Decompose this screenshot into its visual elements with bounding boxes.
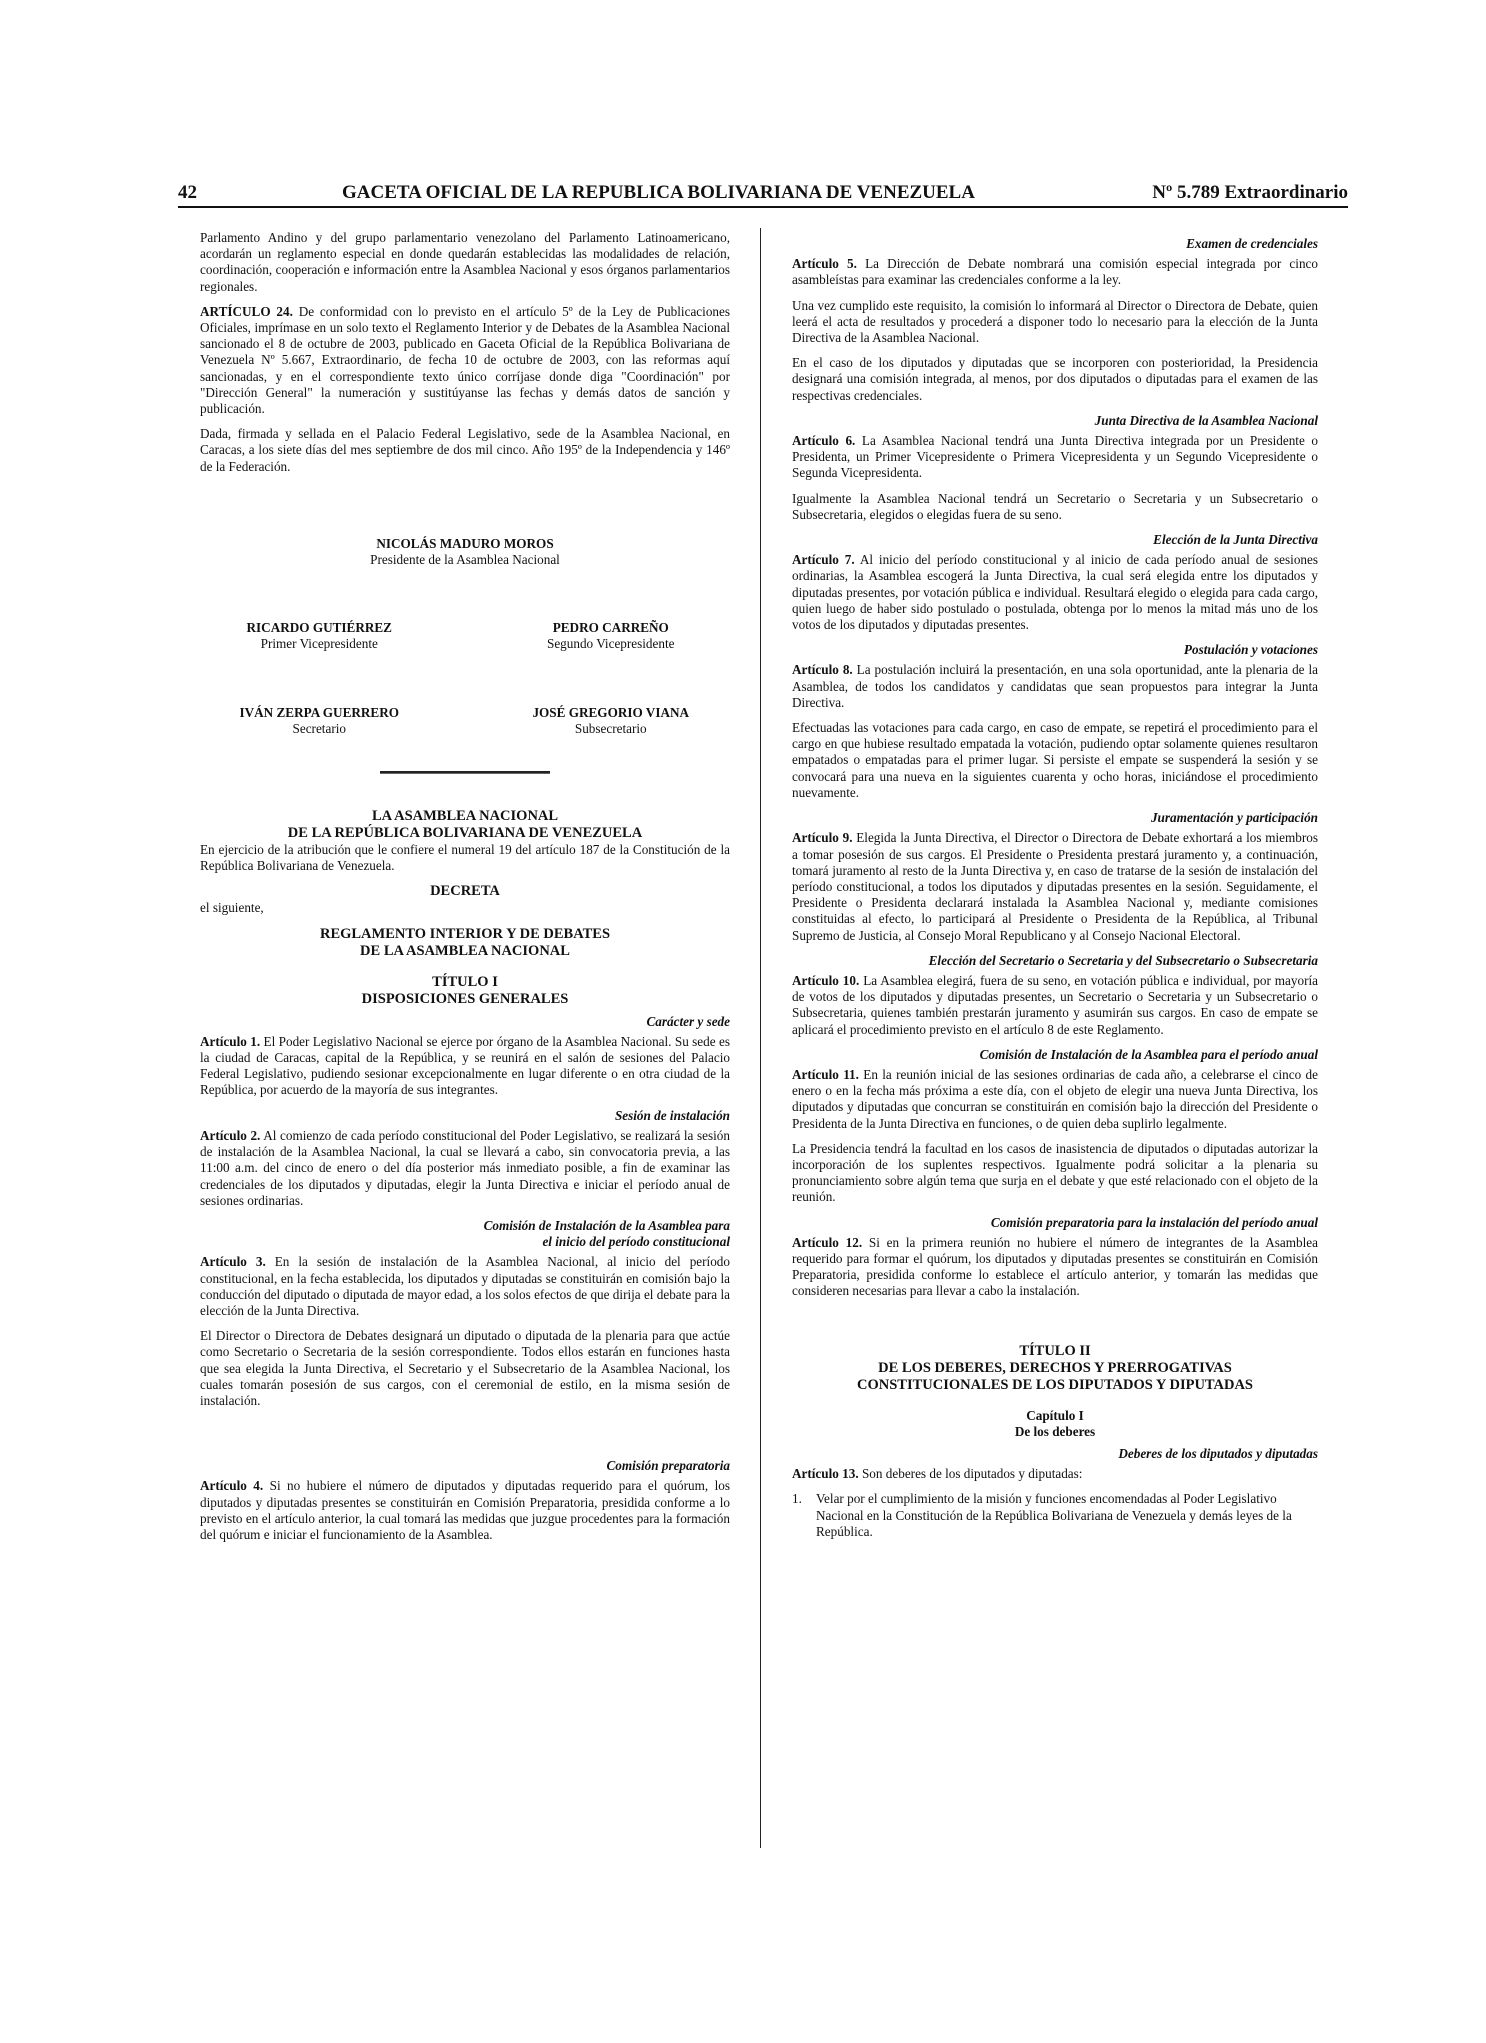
asamblea-heading: [200, 808, 730, 842]
article-label: Artículo 8.: [792, 662, 853, 678]
article-label: Artículo 12.: [792, 1234, 863, 1250]
page-number: 42: [178, 182, 197, 203]
page-header: [178, 182, 1348, 208]
article-label: Artículo 13.: [792, 1466, 859, 1482]
signer-name: PEDRO CARREÑO: [552, 620, 669, 636]
article-label: Artículo 7.: [792, 552, 855, 568]
section-eleccion-secretario: Elección del Secretario o Secretaria y del Subsecretario o Subsecretaria: [928, 952, 1318, 968]
article-2: [200, 1128, 730, 1209]
heading-line: CONSTITUCIONALES DE LOS DIPUTADOS Y DIPUTADAS: [856, 1376, 1253, 1393]
signer-role: Presidente de la Asamblea Nacional: [370, 552, 560, 568]
heading-line: DE LOS DEBERES, DERECHOS Y PRERROGATIVAS: [878, 1359, 1232, 1376]
signer-role: Subsecretario: [574, 720, 647, 736]
signature-vp2: [492, 620, 731, 652]
article-text: En la sesión de instalación de la Asamblea Nacional, al inicio del período constitucional, en la fecha establecida, los diputados y diputadas se constituirán en comisión bajo la conducción del diputado o diputada de mayor edad, a los solos efectos de que dirija el debate para la elección de la Junta Directiva.: [200, 1254, 730, 1318]
article-text: La postulación incluirá la presentación, en una sola oportunidad, ante la plenaria de la Asamblea, de todos los candidatos y candidatas que sean propuestos para integrar la Junta Directiva.: [792, 662, 1318, 710]
heading-line: TÍTULO I: [432, 973, 498, 990]
signer-name: JOSÉ GREGORIO VIANA: [532, 704, 690, 720]
signer-role: Segundo Vicepresidente: [546, 636, 675, 652]
article-text: Son deberes de los diputados y diputadas:: [858, 1466, 1083, 1482]
section-comision-preparatoria: Comisión preparatoria: [606, 1458, 730, 1474]
article-13: [792, 1466, 1318, 1482]
section-comision-instalacion: [200, 1218, 730, 1250]
right-column: [792, 230, 1318, 1549]
signature-vp1: [200, 620, 439, 652]
signer-name: RICARDO GUTIÉRREZ: [246, 620, 392, 636]
article-text: Si en la primera reunión no hubiere el número de integrantes de la Asamblea requerido para formar el quórum, los diputados y diputadas presentes se constituirán en Comisión Preparatoria, presidida conforme lo establece el artículo anterior, y tomarán las medidas que consideren necesarias para llevar a cabo la instalación.: [792, 1234, 1318, 1299]
article-5-paragraph-3: En el caso de los diputados y diputadas que se incorporen con posterioridad, la Presidencia designará una comisión integrada, al menos, por dos diputados o diputadas para el examen de las respectivas credenciales.: [792, 355, 1318, 403]
article-12: [792, 1235, 1318, 1300]
article-text: La Asamblea elegirá, fuera de su seno, en votación pública e individual, por mayoría de votos de los diputados y diputadas presentes, un Secretario o Secretaria y un Subsecretario o Subsecretaria, quienes también prestarán juramento y asumirán sus cargos. En caso de empate se aplicará el procedimiento previsto en el artículo 8 de este Reglamento.: [792, 972, 1318, 1037]
article-3: [200, 1254, 730, 1319]
section-examen-credenciales: Examen de credenciales: [1186, 236, 1318, 251]
signer-name: NICOLÁS MADURO MOROS: [376, 535, 554, 551]
section-comision-periodo-anual: Comisión de Instalación de la Asamblea para el período anual: [979, 1046, 1318, 1062]
article-label: Artículo 3.: [200, 1254, 266, 1270]
reglamento-title: [200, 926, 730, 960]
article-label: Artículo 10.: [792, 972, 860, 988]
article-11: [792, 1067, 1318, 1132]
section-eleccion-junta: Elección de la Junta Directiva: [1153, 532, 1318, 548]
section-juramentacion: Juramentación y participación: [1150, 810, 1318, 826]
article-label: Artículo 1.: [200, 1033, 261, 1049]
signer-role: Primer Vicepresidente: [260, 636, 378, 652]
article-9: [792, 830, 1318, 943]
article-text: De conformidad con lo previsto en el artículo 5º de la Ley de Publicaciones Oficiales, imprímase en un solo texto el Reglamento Interior y de Debates de la Asamblea Nacional sancionado el 8 de octubre de 2003, publicado en Gaceta Oficial de la República Bolivariana de Venezuela Nº 5.667, Extraordinario, de fecha 10 de octubre de 2003, con las reformas aquí sancionadas, y en el correspondiente texto único corríjase donde diga "Coordinación" por "Dirección General" la numeración y sustitúyanse las fechas y demás datos de sanción y publicación.: [200, 303, 730, 417]
list-item: [792, 1491, 1318, 1540]
column-divider: [760, 228, 761, 1848]
article-4: [200, 1478, 730, 1543]
list-text: Velar por el cumplimiento de la misión y funciones encomendadas al Poder Legislativo Nacional en la Constitución de la República Bolivariana de Venezuela y demás leyes de la República.: [816, 1491, 1292, 1539]
article-8-paragraph-2: Efectuadas las votaciones para cada cargo, en caso de empate, se repetirá el procedimiento para el cargo en que hubiese resultado empatada la votación, pudiendo optar solamente quienes resultaron empatados o empatadas para el primer lugar. Si persiste el empate se suspenderá la sesión y se convocará para una nueva en la siguientes cuarenta y ocho horas, iniciándose el procedimiento nuevamente.: [792, 720, 1318, 800]
article-label: Artículo 4.: [200, 1478, 264, 1494]
article-label: Artículo 6.: [792, 433, 856, 449]
section-comision-preparatoria-anual: Comisión preparatoria para la instalación del período anual: [990, 1214, 1318, 1230]
article-3-paragraph-2: El Director o Directora de Debates designará un diputado o diputada de la plenaria para que actúe como Secretario o Secretaria de la sesión correspondiente. Todos ellos estarán en funciones hasta que sea elegida la Junta Directiva, el Secretario y el Subsecretario de la Asamblea Nacional, los cuales tomarán posesión de sus cargos, con el ceremonial de estilo, en la misma sesión de instalación.: [200, 1328, 730, 1408]
ejercicio-paragraph: En ejercicio de la atribución que le confiere el numeral 19 del artículo 187 de la Constitución de la República Bolivariana de Venezuela.: [200, 842, 730, 874]
section-caracter-y-sede: Carácter y sede: [646, 1013, 730, 1029]
siguiente-text: el siguiente,: [200, 900, 264, 916]
section-postulacion: Postulación y votaciones: [1183, 642, 1318, 658]
article-6: [792, 433, 1318, 482]
article-label: Artículo 9.: [792, 830, 853, 846]
article-5: [792, 256, 1318, 288]
article-10: [792, 973, 1318, 1038]
heading-line: DE LA ASAMBLEA NACIONAL: [360, 942, 570, 959]
article-label: ARTÍCULO 24.: [200, 303, 293, 319]
titulo-1-heading: [200, 974, 730, 1008]
heading-line: De los deberes: [1014, 1423, 1096, 1439]
section-junta-directiva: Junta Directiva de la Asamblea Nacional: [1094, 412, 1318, 428]
article-text: Al comienzo de cada período constitucional del Poder Legislativo, se realizará la sesión de instalación de la Asamblea Nacional, la cual se llevará a cabo, sin convocatoria previa, a las 11:00 a.m. del cinco de enero o del día posterior más inmediato posible, a fin de examinar las credenciales de los diputados y diputadas, elegir la Junta Directiva e iniciar el período anual de sesiones ordinarias.: [200, 1127, 730, 1208]
article-7: [792, 552, 1318, 633]
edition-number: Nº 5.789 Extraordinario: [1152, 182, 1348, 203]
article-6-paragraph-2: Igualmente la Asamblea Nacional tendrá un Secretario o Secretaria y un Subsecretario o Subsecretaria, elegidos o elegidas fuera de su seno.: [792, 490, 1318, 522]
article-11-paragraph-2: La Presidencia tendrá la facultad en los casos de inasistencia de diputados o diputadas autorizar la incorporación de los suplentes respectivos. Igualmente podrá solicitar a la plenaria su pronunciamiento sobre algún tema que surja en el debate y que esté relacionado con el objeto de la reunión.: [792, 1140, 1318, 1205]
article-8: [792, 662, 1318, 711]
titulo-2-heading: [792, 1343, 1318, 1394]
decreta-heading: DECRETA: [430, 883, 500, 900]
article-text: En la reunión inicial de las sesiones ordinarias de cada año, a celebrarse el cinco de enero o en la fecha más próxima a este día, con el objeto de elegir una nueva Junta Directiva, los diputados y diputadas que concurran se constituirán en comisión bajo la dirección del Presidente o Presidenta de la Junta Directiva en funciones, o de quien deba suplirlo legalmente.: [792, 1066, 1318, 1131]
heading-line: TÍTULO II: [1019, 1342, 1091, 1359]
left-column: [200, 230, 730, 1552]
signer-name: IVÁN ZERPA GUERRERO: [239, 704, 399, 720]
heading-line: DE LA REPÚBLICA BOLIVARIANA DE VENEZUELA: [287, 825, 643, 842]
article-label: Artículo 2.: [200, 1127, 261, 1143]
intro-paragraph: Parlamento Andino y del grupo parlamentario venezolano del Parlamento Latinoamericano, acordarán un reglamento especial en donde quedarán establecidas las modalidades de relación, coordinación, cooperación e información entre la Asamblea Nacional y esos órganos parlamentarios regionales.: [200, 230, 730, 294]
capitulo-1-heading: [792, 1408, 1318, 1440]
article-24: [200, 304, 730, 417]
heading-line: REGLAMENTO INTERIOR Y DE DEBATES: [319, 925, 611, 942]
article-5-paragraph-2: Una vez cumplido este requisito, la comisión lo informará al Director o Directora de Debate, quien leerá el acta de resultados y procederá a disponer todo lo necesario para la elección de la Junta Directiva de la Asamblea Nacional.: [792, 297, 1318, 346]
section-deberes: Deberes de los diputados y diputadas: [1118, 1445, 1318, 1461]
section-line: Comisión de Instalación de la Asamblea para: [483, 1217, 730, 1233]
article-text: El Poder Legislativo Nacional se ejerce por órgano de la Asamblea Nacional. Su sede es la ciudad de Caracas, capital de la República, y se reunirá en el salón de sesiones del Palacio Federal Legislativo, pudiendo sesionar excepcionalmente en lugar diferente o en otra ciudad de la República, por acuerdo de la mayoría de sus integrantes.: [200, 1033, 730, 1098]
signer-role: Secretario: [292, 720, 346, 736]
article-text: La Dirección de Debate nombrará una comisión especial integrada por cinco asambleístas para examinar las credenciales conforme a la ley.: [792, 256, 1318, 288]
section-sesion-instalacion: Sesión de instalación: [614, 1107, 730, 1123]
signature-subsecretary: [492, 705, 731, 737]
signature-secretary: [200, 705, 439, 737]
article-text: Elegida la Junta Directiva, el Director o Directora de Debate exhortará a los miembros a tomar posesión de sus cargos. El Presidente o Presidenta prestará juramento y, a continuación, tomará juramento al resto de la Junta Directiva y, en caso de tratarse de la sesión de instalación del período constitucional, a todos los diputados y diputadas presentes en la sesión. Seguidamente, el Presidente o Presidenta declarará instalada la Asamblea Nacional y, mediante comisiones constituidas al efecto, lo participará al Presidente o Presidenta de la República, al Tribunal Supremo de Justicia, al Consejo Moral Republicano y al Consejo Nacional Electoral.: [792, 830, 1318, 943]
heading-line: LA ASAMBLEA NACIONAL: [371, 808, 559, 825]
article-label: Artículo 5.: [792, 256, 857, 272]
article-text: Al inicio del período constitucional y al inicio de cada período anual de sesiones ordinarias, la Asamblea escogerá la Junta Directiva, la cual será elegida entre los diputados y diputadas presentes, por votación pública e individual. Resultará elegido o elegida para cada cargo, quien luego de haber sido postulado o postulada, obtenga por lo menos la mitad más uno de los votos de los diputados y diputadas presentes.: [792, 552, 1318, 633]
dada-paragraph: Dada, firmada y sellada en el Palacio Federal Legislativo, sede de la Asamblea Nacional, en Caracas, a los siete días del mes septiembre de dos mil cinco. Año 195º de la Independencia y 146º de la Federación.: [200, 426, 730, 474]
list-number: 1.: [792, 1491, 802, 1507]
signature-row-secretaries: [200, 705, 730, 737]
section-line: el inicio del período constitucional: [542, 1234, 730, 1250]
heading-line: DISPOSICIONES GENERALES: [361, 990, 569, 1007]
heading-line: Capítulo I: [1026, 1407, 1084, 1423]
article-1: [200, 1034, 730, 1099]
gazette-title: GACETA OFICIAL DE LA REPUBLICA BOLIVARIANA DE VENEZUELA: [342, 182, 975, 203]
signature-president: [200, 536, 730, 568]
article-label: Artículo 11.: [792, 1066, 859, 1082]
article-text: La Asamblea Nacional tendrá una Junta Directiva integrada por un Presidente o Presidenta, un Primer Vicepresidente o Primera Vicepresidenta y un Segundo Vicepresidente o Segunda Vicepresidenta.: [792, 433, 1318, 481]
signature-row-vicepresidents: [200, 620, 730, 652]
article-text: Si no hubiere el número de diputados y diputadas requerido para el quórum, los diputados y diputadas presentes se constituirán en Comisión Preparatoria, presidida conforme a lo previsto en el artículo anterior, la cual tomará las medidas que juzgue procedentes para la formación del quórum e iniciar el funcionamiento de la Asamblea.: [200, 1478, 730, 1542]
